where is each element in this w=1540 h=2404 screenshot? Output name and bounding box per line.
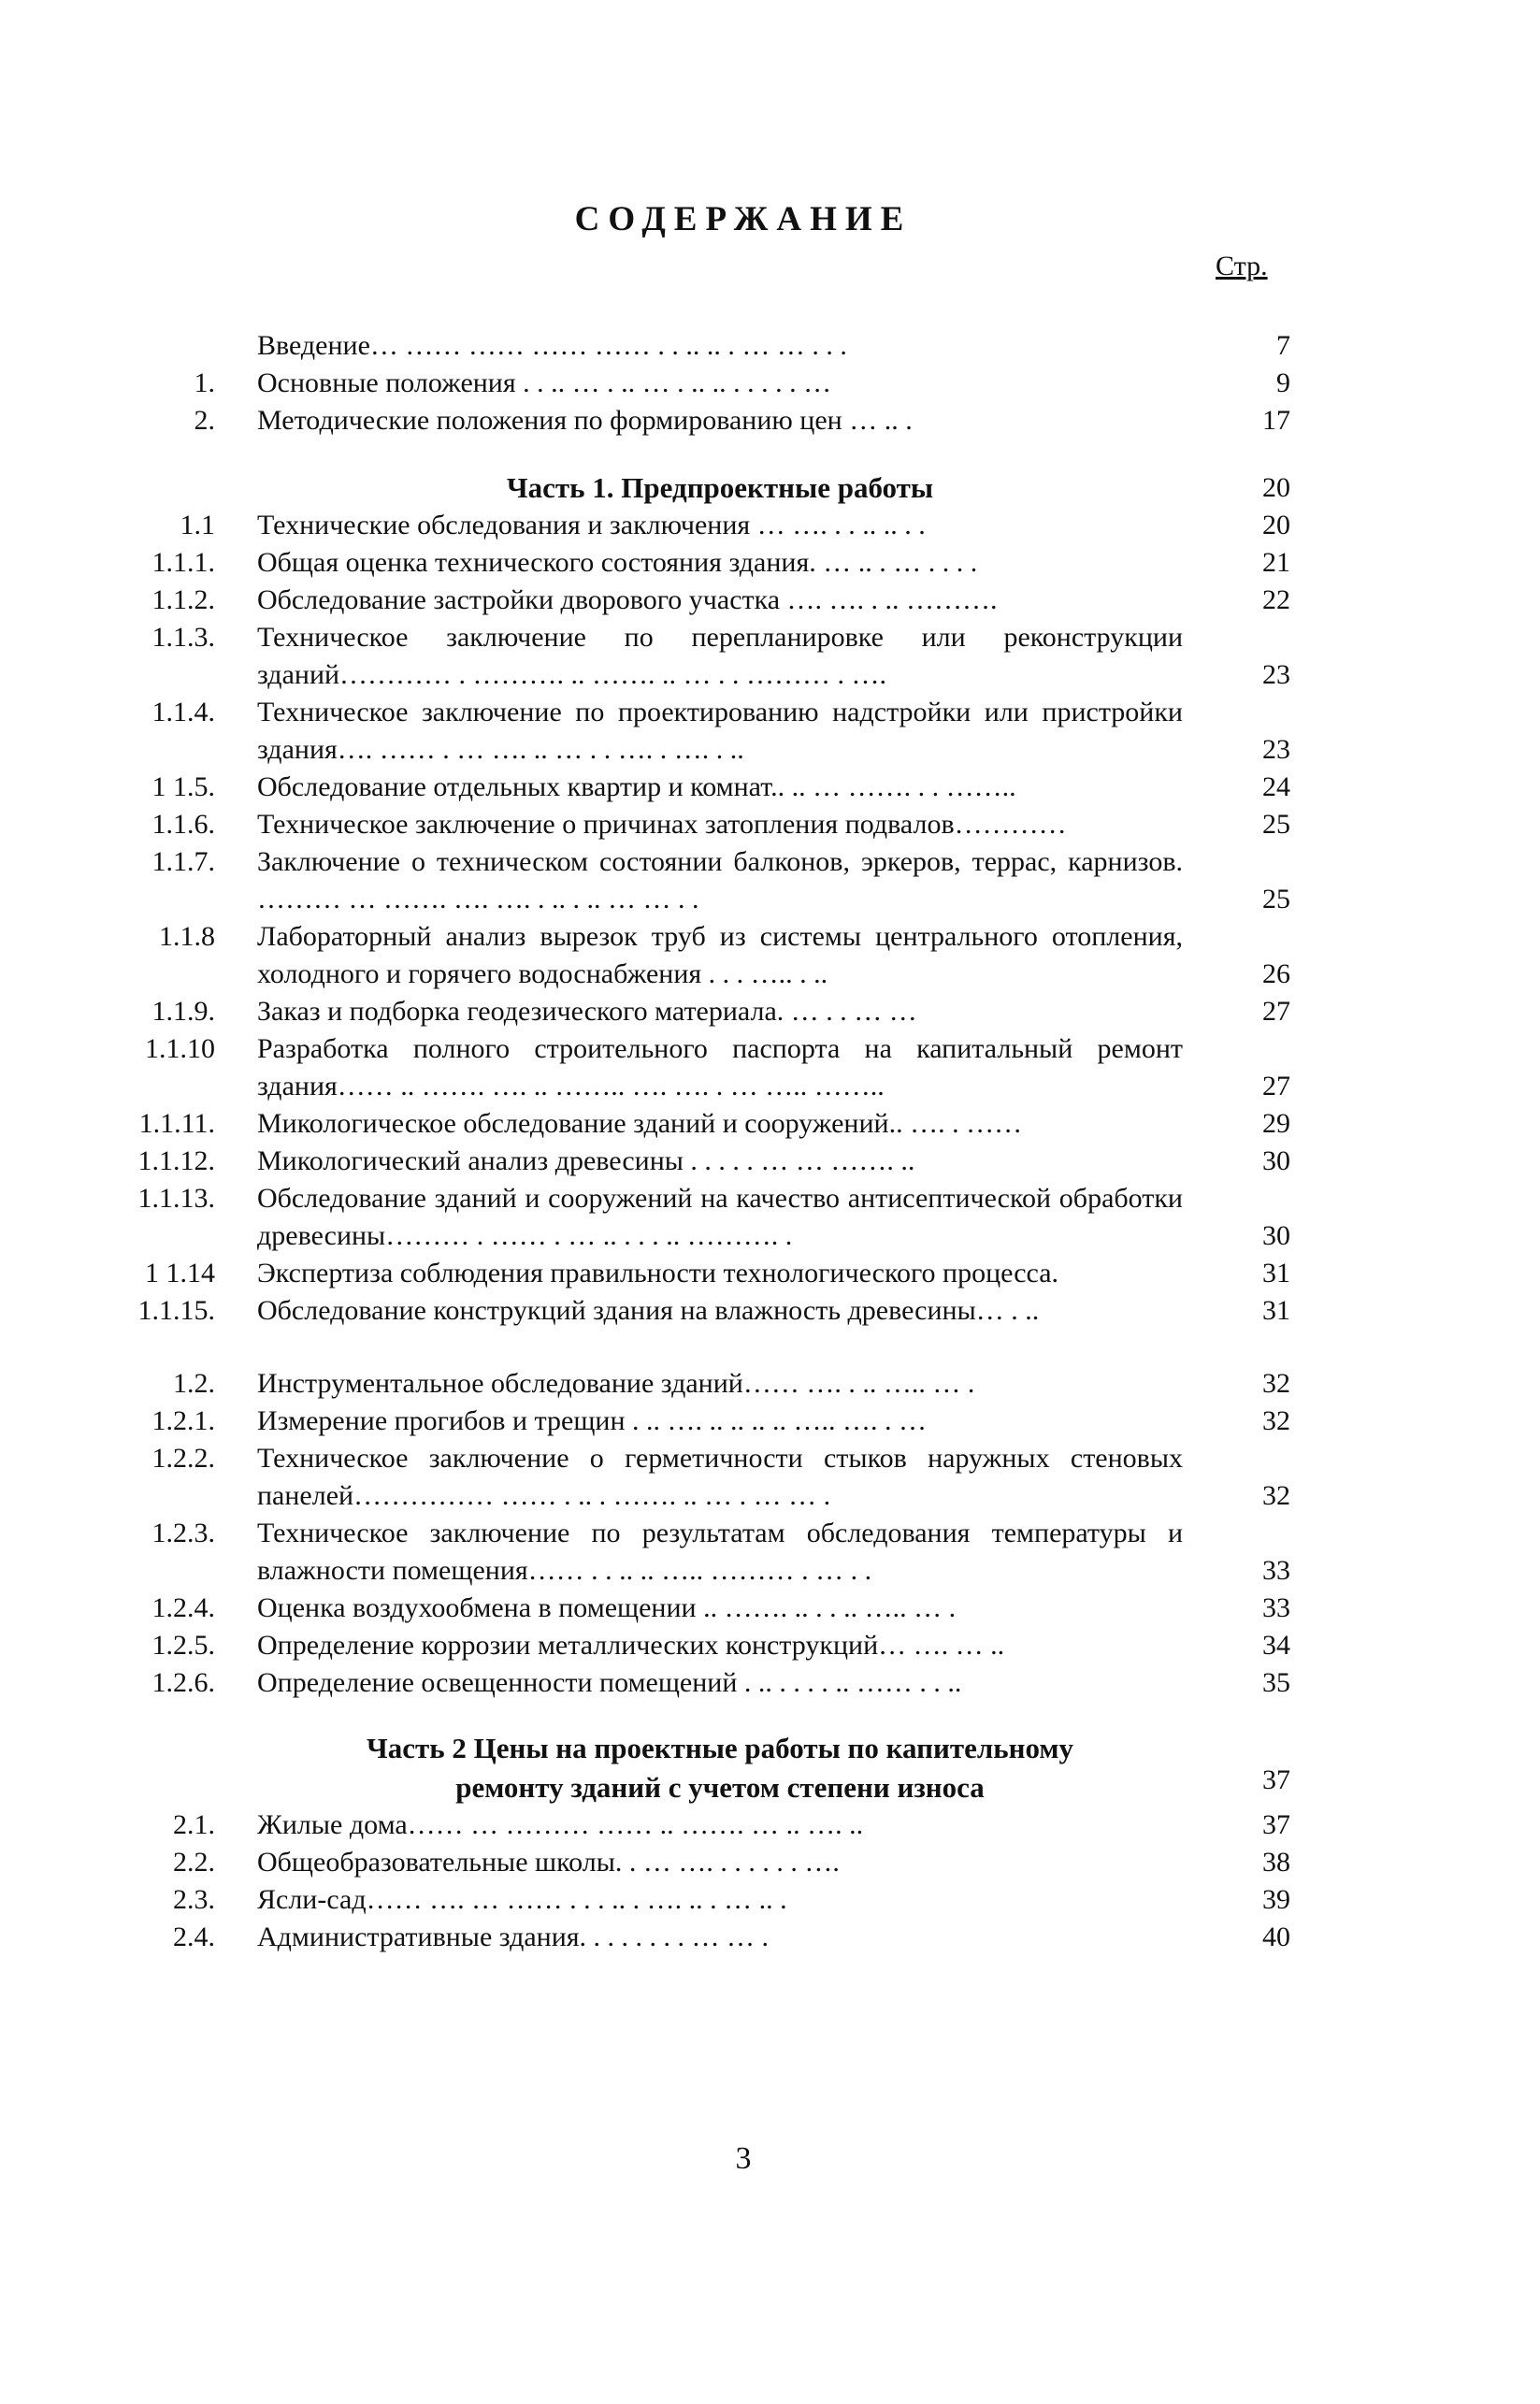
toc-number: 2. [194, 405, 215, 436]
toc-title: Ясли-сад…… …. … …… . . . .. . …. .. . … .. . [257, 1884, 787, 1915]
toc-page: 25 [1262, 809, 1290, 840]
toc-page: 30 [1262, 1220, 1290, 1251]
toc-title: Обследование зданий и сооружений на качество антисептической обработки древесины……… . …… . … .. . . . .. ………. . [257, 1183, 1183, 1251]
toc-row-1-1-3[interactable] [0, 619, 1540, 694]
part2-page: 37 [1262, 1764, 1290, 1795]
toc-row-1-2-5[interactable] [0, 1627, 1540, 1664]
toc-number: 1.1.8 [159, 921, 215, 952]
toc-page: 23 [1262, 659, 1290, 690]
toc-page: 23 [1262, 734, 1290, 765]
toc-number: 1.1.10 [145, 1033, 215, 1064]
toc-number: 2.3. [173, 1884, 215, 1915]
toc-page: 20 [1262, 510, 1290, 540]
toc-title: Жилые дома…… … ……… …… .. ……. … .. …. .. [257, 1809, 864, 1840]
toc-page: 9 [1276, 367, 1290, 398]
toc-row-1-1-6[interactable] [0, 806, 1540, 843]
toc-number: 1.1.12. [137, 1145, 215, 1176]
toc-page: 35 [1262, 1667, 1290, 1698]
toc-number: 2.2. [173, 1847, 215, 1878]
toc-page: 30 [1262, 1145, 1290, 1176]
toc-page: 33 [1262, 1555, 1290, 1586]
toc-page: 38 [1262, 1847, 1290, 1878]
toc-page: 24 [1262, 771, 1290, 802]
toc-number: 1.1.9. [151, 996, 215, 1027]
toc-row-1-2-1[interactable] [0, 1403, 1540, 1440]
toc-page: 27 [1262, 1071, 1290, 1101]
toc-page: 32 [1262, 1405, 1290, 1436]
toc-page: 31 [1262, 1295, 1290, 1326]
toc-row-1-2-3[interactable] [0, 1515, 1540, 1590]
toc-title: Определение освещенности помещений . .. . . . . .. …… . . .. [257, 1667, 962, 1698]
toc-row-1-1-13[interactable] [0, 1180, 1540, 1255]
toc-title: Технические обследования и заключения … …. . . .. .. . . [257, 510, 926, 540]
toc-row-2-2[interactable] [0, 1844, 1540, 1881]
toc-title: Заключение о техническом состоянии балконов, эркеров, террас, карнизов. ……… … ……. …. …. . .. . .. … … . . [257, 846, 1183, 914]
toc-title: Микологическое обследование зданий и сооружений.. …. . …… [257, 1108, 1023, 1139]
toc-page: 7 [1276, 330, 1290, 361]
toc-number: 1 1.5. [151, 771, 215, 802]
toc-row-1-1-14[interactable] [0, 1255, 1540, 1292]
toc-title: Лабораторный анализ вырезок труб из системы центрального отопления, холодного и горячего водоснабжения . . . ….. . .. [257, 921, 1183, 989]
toc-row-2-1[interactable] [0, 1807, 1540, 1844]
toc-number: 1 1.14 [145, 1258, 215, 1288]
toc-page: 17 [1262, 405, 1290, 436]
toc-row-2[interactable] [0, 402, 1540, 439]
toc-title: Общая оценка технического состояния здания. … .. . … . . . . [257, 547, 978, 578]
toc-row-1-2[interactable] [0, 1365, 1540, 1403]
toc-page: 32 [1262, 1368, 1290, 1399]
toc-title: Техническое заключение по перепланировке или реконструкции зданий………… . ………. .. ……. .. … . . ……… . …. [257, 622, 1183, 690]
toc-title: Определение коррозии металлических конструкций… …. … .. [257, 1630, 1005, 1661]
page-title: СОДЕРЖАНИЕ [574, 200, 913, 238]
toc-page: 27 [1262, 996, 1290, 1027]
toc-title: Микологический анализ древесины . . . . . … … ……. .. [257, 1145, 915, 1176]
toc-title: Общеобразовательные школы. . … …. . . . . . . …. [257, 1847, 840, 1878]
toc-row-1-1[interactable] [0, 507, 1540, 544]
toc-number: 1.2.2. [151, 1443, 215, 1474]
toc-title: Основные положения . . .. … . .. … . .. .. . . . . . … [257, 367, 832, 398]
toc-row-1-1-15[interactable] [0, 1292, 1540, 1330]
toc-title: Заказ и подборка геодезического материала. … . . … … [257, 996, 917, 1027]
toc-page: 34 [1262, 1630, 1290, 1661]
toc-page: 32 [1262, 1480, 1290, 1511]
toc-row-1-1-12[interactable] [0, 1143, 1540, 1180]
part2-heading-line2: ремонту зданий с учетом степени износа [455, 1771, 985, 1804]
toc-row-1-1-11[interactable] [0, 1105, 1540, 1143]
toc-row-1-2-6[interactable] [0, 1664, 1540, 1702]
toc-title: Административные здания. . . . . . . . … … . [257, 1922, 770, 1952]
toc-number: 1.2.4. [151, 1592, 215, 1623]
toc-page: 29 [1262, 1108, 1290, 1139]
page-number: 3 [735, 2141, 752, 2176]
toc-number: 1.2.5. [151, 1630, 215, 1661]
toc-row-1-2-4[interactable] [0, 1590, 1540, 1627]
toc-page: 40 [1262, 1922, 1290, 1952]
toc-row-intro[interactable] [0, 327, 1540, 365]
toc-number: 1.1.11. [138, 1108, 215, 1139]
part1-page: 20 [1262, 472, 1290, 503]
toc-row-1-1-2[interactable] [0, 582, 1540, 619]
toc-number: 1.1 [180, 510, 215, 540]
toc-row-1-2-2[interactable] [0, 1440, 1540, 1515]
toc-number: 1.1.15. [137, 1295, 215, 1326]
toc-page: 37 [1262, 1809, 1290, 1840]
toc-page: 21 [1262, 547, 1290, 578]
toc-title: Методические положения по формированию цен … .. . [257, 405, 913, 436]
toc-number: 1.1.7. [151, 846, 215, 877]
toc-title: Обследование отдельных квартир и комнат.. .. … ……. . . …….. [257, 771, 1016, 802]
toc-row-1[interactable] [0, 365, 1540, 402]
toc-number: 1.2. [173, 1368, 215, 1399]
toc-row-1-1-4[interactable] [0, 694, 1540, 769]
toc-page: 25 [1262, 884, 1290, 914]
toc-number: 1.1.2. [151, 584, 215, 615]
toc-number: 1.2.3. [151, 1518, 215, 1548]
toc-title: Экспертиза соблюдения правильности технологического процесса. [257, 1258, 1059, 1288]
toc-number: 1.1.6. [151, 809, 215, 840]
toc-title: Техническое заключение по проектированию надстройки или пристройки здания…. …… . … …. .. … . . …. . …. . .. [257, 697, 1183, 765]
toc-number: 2.4. [173, 1922, 215, 1952]
toc-row-1-1-9[interactable] [0, 993, 1540, 1030]
toc-row-1-1-8[interactable] [0, 918, 1540, 993]
toc-row-1-1-1[interactable] [0, 544, 1540, 582]
toc-page: 26 [1262, 958, 1290, 989]
toc-number: 1.1.1. [151, 547, 215, 578]
toc-number: 1.1.4. [151, 697, 215, 727]
toc-number: 1.1.13. [137, 1183, 215, 1214]
toc-title: Измерение прогибов и трещин . .. …. .. .. .. .. ….. …. . … [257, 1405, 928, 1436]
toc-row-2-3[interactable] [0, 1881, 1540, 1919]
toc-number: 1.2.6. [151, 1667, 215, 1698]
part1-heading: Часть 1. Предпроектные работы [506, 471, 934, 504]
toc-title: Техническое заключение по результатам обследования температуры и влажности помещения…… . . .. .. ….. ……… . … . . [257, 1518, 1183, 1586]
part2-heading-line1: Часть 2 Цены на проектные работы по капительному [366, 1732, 1074, 1764]
toc-row-1-1-7[interactable] [0, 843, 1540, 918]
toc-title: Обследование застройки дворового участка …. …. . .. ………. [257, 584, 998, 615]
toc-row-1-1-5[interactable] [0, 769, 1540, 806]
toc-number: 1.1.3. [151, 622, 215, 653]
toc-title: Разработка полного строительного паспорта на капитальный ремонт здания…… .. ……. …. .. …….. …. …. . … ….. …….. [257, 1033, 1183, 1101]
toc-row-2-4[interactable] [0, 1919, 1540, 1956]
toc-title: Обследование конструкций здания на влажность древесины… . .. [257, 1295, 1040, 1326]
page-column-label: Стр. [1216, 251, 1268, 281]
toc-page: 22 [1262, 584, 1290, 615]
toc-title: Введение… …… …… …… …… . . .. .. . … … . . . [257, 330, 847, 361]
toc-title: Оценка воздухообмена в помещении .. ……. .. . . .. ….. … . [257, 1592, 957, 1623]
toc-page: 31 [1262, 1258, 1290, 1288]
toc-title: Техническое заключение о герметичности стыков наружных стеновых панелей…………… …… . .. . ……. .. … . … … . [257, 1443, 1183, 1511]
toc-page: 33 [1262, 1592, 1290, 1623]
toc-title: Техническое заключение о причинах затопления подвалов………… [257, 809, 1067, 840]
toc-number: 1.2.1. [151, 1405, 215, 1436]
toc-title: Инструментальное обследование зданий…… …. . .. ….. … . [257, 1368, 975, 1399]
toc-row-1-1-10[interactable] [0, 1030, 1540, 1105]
toc-number: 2.1. [173, 1809, 215, 1840]
toc-number: 1. [194, 367, 215, 398]
toc-page: 39 [1262, 1884, 1290, 1915]
